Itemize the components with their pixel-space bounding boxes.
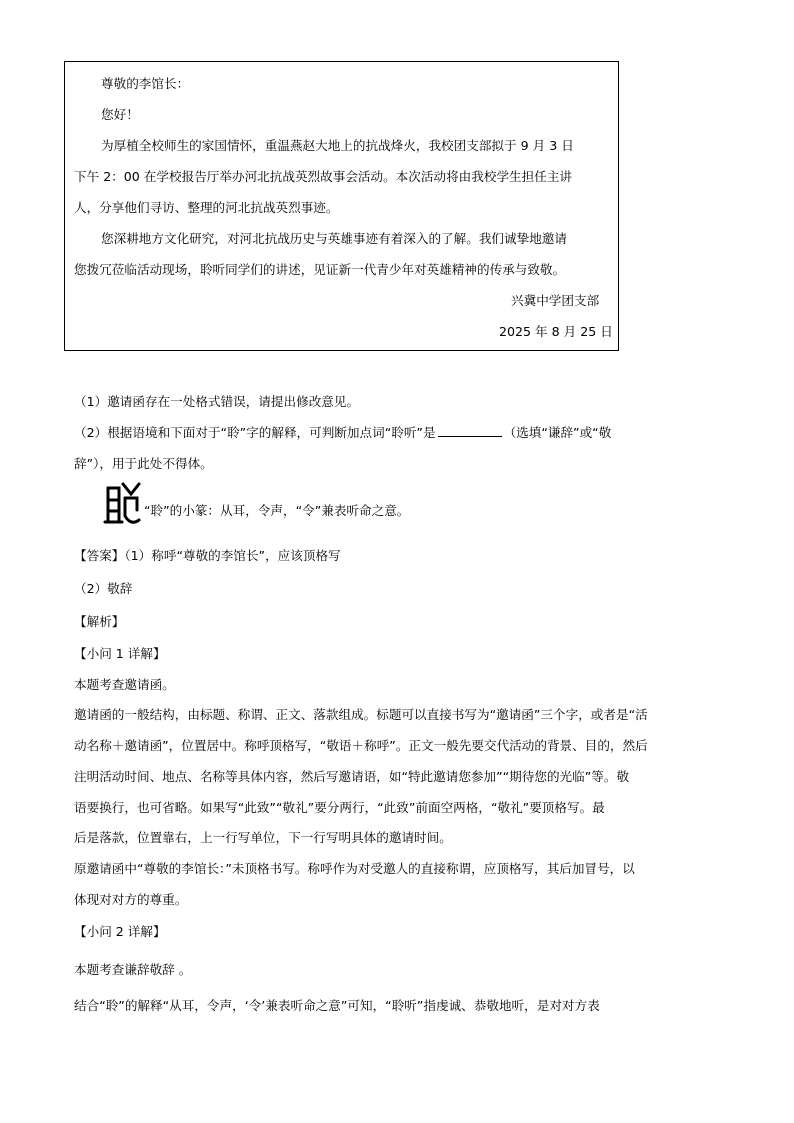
analysis-text: 本题考查邀请函。 xyxy=(74,677,175,692)
question-1: （1）邀请函存在一处格式错误，请提出修改意见。 xyxy=(74,394,360,409)
letter-body-line: 人，分享他们寻访、整理的河北抗战英烈事迹。 xyxy=(74,200,339,215)
analysis-text: 注明活动时间、地点、名称等具体内容，然后写邀请语，如“特此邀请您参加”“期待您的光临”等。敬 xyxy=(74,769,630,784)
seal-caption: “聆”的小篆：从耳，令声，“令”兼表听命之意。 xyxy=(144,503,410,518)
analysis-text: 本题考查谦辞敬辞 。 xyxy=(74,962,192,977)
analysis-text: 语要换行，也可省略。如果写“此致”“敬礼”要分两行，“此致”前面空两格，“敬礼”要顶格写。最 xyxy=(74,800,605,815)
question-2-text: （2）根据语境和下面对于“聆”字的解释，可判断加点词“聆听”是 xyxy=(74,425,436,440)
answer-blank xyxy=(438,424,502,437)
letter-body-line: 您深耕地方文化研究，对河北抗战历史与英雄事迹有着深入的了解。我们诚挚地邀请 xyxy=(101,231,567,246)
analysis-text: 结合“聆”的解释“从耳，令声，‘令’兼表听命之意”可知，“聆听”指虔诚、恭敬地听，是对对方表 xyxy=(74,998,600,1013)
question-2-line xyxy=(74,424,611,442)
answer-1: 【答案】（1）称呼“尊敬的李馆长”，应该顶格写 xyxy=(74,548,341,563)
analysis-text: 原邀请函中“尊敬的李馆长：”未顶格书写。称呼作为对受邀人的直接称谓，应顶格写，其后加冒号，以 xyxy=(74,861,635,876)
letter-body-line: 为厚植全校师生的家国情怀，重温燕赵大地上的抗战烽火，我校团支部拟于 9 月 3 日 xyxy=(101,138,574,153)
sub-question-2-heading: 【小问 2 详解】 xyxy=(74,924,166,939)
letter-greeting: 您好！ xyxy=(101,107,139,122)
analysis-text: 邀请函的一般结构，由标题、称谓、正文、落款组成。标题可以直接书写为“邀请函”三个字，或者是“活 xyxy=(74,707,648,722)
answer-2: （2）敬辞 xyxy=(74,581,133,596)
question-2-text-cont: （选填“谦辞”或“敬 xyxy=(503,425,612,440)
analysis-heading: 【解析】 xyxy=(74,614,125,629)
sub-question-1-heading: 【小问 1 详解】 xyxy=(74,646,166,661)
analysis-text: 后是落款，位置靠右，上一行写单位，下一行写明具体的邀请时间。 xyxy=(74,830,452,845)
analysis-text: 体现对对方的尊重。 xyxy=(74,892,188,907)
letter-body-line: 您拨冗莅临活动现场，聆听同学们的讲述，见证新一代青少年对英雄精神的传承与致敬。 xyxy=(74,262,566,277)
analysis-text: 动名称＋邀请函”，位置居中。称呼顶格写，“敬语＋称呼”。正文一般先要交代活动的背景、目的，然后 xyxy=(74,738,648,753)
question-2-text-end: 辞”），用于此处不得体。 xyxy=(74,456,213,471)
letter-signature: 兴冀中学团支部 xyxy=(511,293,600,308)
letter-salutation: 尊敬的李馆长： xyxy=(101,76,190,91)
seal-script-character-image xyxy=(103,480,141,530)
letter-date: 2025 年 8 月 25 日 xyxy=(499,324,613,339)
letter-body-line: 下午 2：00 在学校报告厅举办河北抗战英烈故事会活动。本次活动将由我校学生担任主讲 xyxy=(74,169,573,184)
